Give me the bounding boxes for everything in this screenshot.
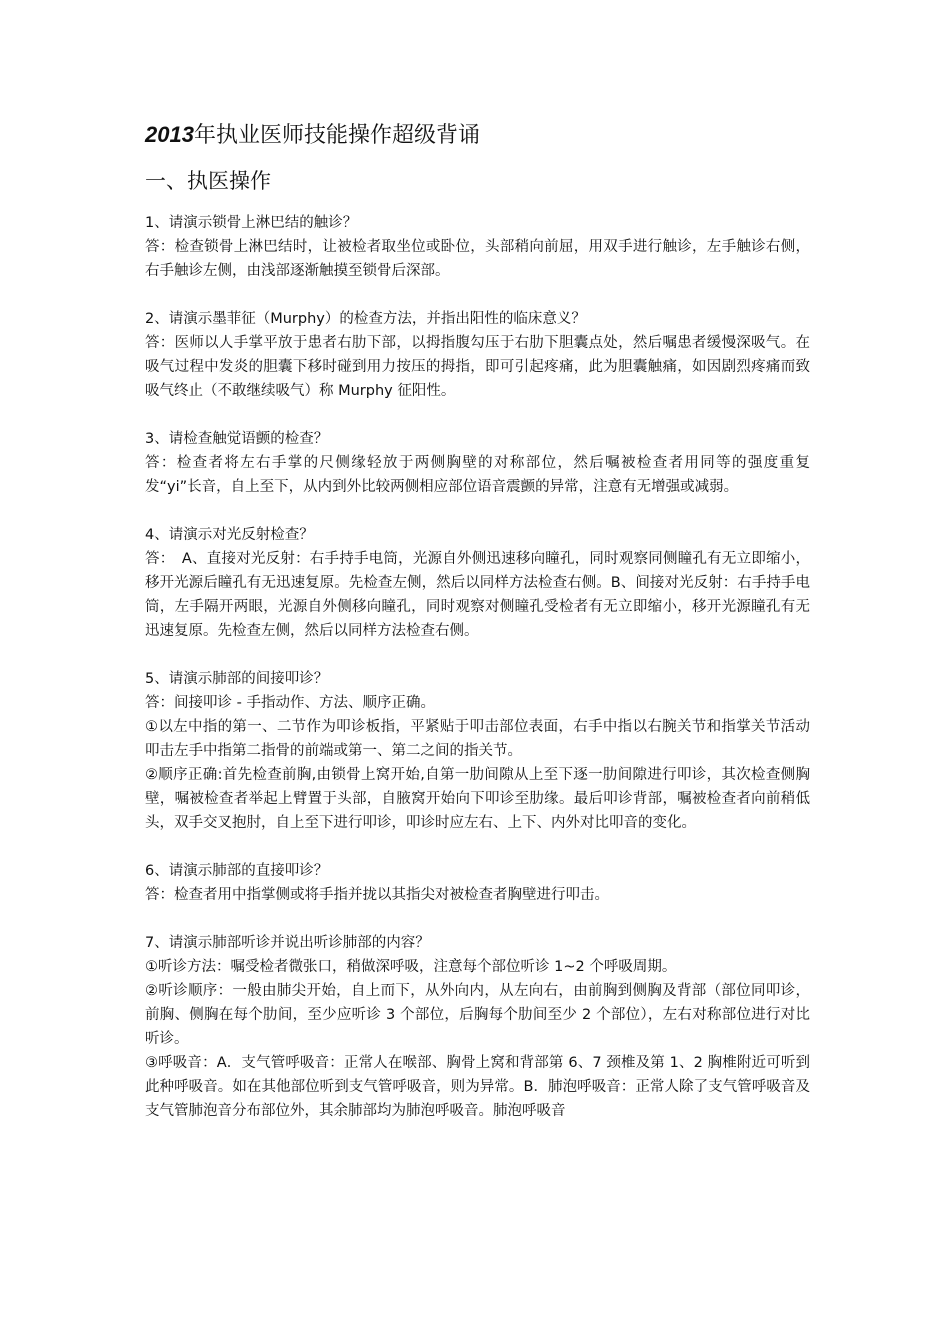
- answer-text: 答：间接叩诊 - 手指动作、方法、顺序正确。: [145, 695, 435, 711]
- question-text: 5、请演示肺部的间接叩诊？: [145, 671, 329, 687]
- question-text: 1、请演示锁骨上淋巴结的触诊？: [145, 215, 358, 231]
- question-text: 3、请检查触觉语颤的检查？: [145, 431, 329, 447]
- answer-text: ③呼吸音：A．支气管呼吸音：正常人在喉部、胸骨上窝和背部第 6、7 颈椎及第 1、2 胸椎附近可听到此种呼吸音。如在其他部位听到支气管呼吸音，则为异常。B．肺泡呼吸音：正常人除了支气管呼吸音及支气管肺泡音分布部位外，其余肺部均为肺泡呼吸音。肺泡呼吸音: [145, 1055, 810, 1119]
- document-page: [145, 118, 810, 1147]
- answer-text: 答：检查锁骨上淋巴结时，让被检者取坐位或卧位，头部稍向前屈，用双手进行触诊，左手触诊右侧，右手触诊左侧，由浅部逐渐触摸至锁骨后深部。: [145, 239, 810, 279]
- qa-item: [145, 307, 810, 403]
- qa-item: [145, 667, 810, 835]
- qa-item: [145, 211, 810, 283]
- question-text: 7、请演示肺部听诊并说出听诊肺部的内容？: [145, 935, 430, 951]
- qa-list: [145, 211, 810, 1123]
- qa-item: [145, 859, 810, 907]
- question-text: 4、请演示对光反射检查？: [145, 527, 314, 543]
- answer-text: ②顺序正确:首先检查前胸,由锁骨上窝开始,自第一肋间隙从上至下逐一肋间隙进行叩诊，其次检查侧胸壁，嘱被检查者举起上臂置于头部，自腋窝开始向下叩诊至肋缘。最后叩诊背部，嘱被检查者向前稍低头，双手交叉抱肘，自上至下进行叩诊，叩诊时应左右、上下、内外对比叩音的变化。: [145, 767, 810, 831]
- answer-text: 答： A、直接对光反射：右手持手电筒，光源自外侧迅速移向瞳孔，同时观察同侧瞳孔有无立即缩小，移开光源后瞳孔有无迅速复原。先检查左侧，然后以同样方法检查右侧。B、间接对光反射：右手持手电筒，左手隔开两眼，光源自外侧移向瞳孔，同时观察对侧瞳孔受检者有无立即缩小，移开光源瞳孔有无迅速复原。先检查左侧，然后以同样方法检查右侧。: [145, 551, 810, 639]
- qa-item: [145, 523, 810, 643]
- document-title: [145, 118, 810, 153]
- answer-text: 答：检查者用中指掌侧或将手指并拢以其指尖对被检查者胸壁进行叩击。: [145, 887, 609, 903]
- answer-text: 答：医师以人手掌平放于患者右肋下部，以拇指腹勾压于右肋下胆囊点处，然后嘱患者缓慢深吸气。在吸气过程中发炎的胆囊下移时碰到用力按压的拇指，即可引起疼痛，此为胆囊触痛，如因剧烈疼痛而致吸气终止（不敢继续吸气）称 Murphy 征阳性。: [145, 335, 810, 399]
- answer-text: 答：检查者将左右手掌的尺侧缘轻放于两侧胸壁的对称部位，然后嘱被检查者用同等的强度重复发“yi”长音，自上至下，从内到外比较两侧相应部位语音震颤的异常，注意有无增强或减弱。: [145, 455, 810, 495]
- document-title-text: 年执业医师技能操作超级背诵: [193, 123, 480, 148]
- answer-text: ①以左中指的第一、二节作为叩诊板指，平紧贴于叩击部位表面，右手中指以右腕关节和指掌关节活动叩击左手中指第二指骨的前端或第一、第二之间的指关节。: [145, 719, 810, 759]
- qa-item: [145, 427, 810, 499]
- document-title-year: 2013: [145, 122, 194, 147]
- question-text: 2、请演示墨菲征（Murphy）的检查方法，并指出阳性的临床意义？: [145, 311, 586, 327]
- question-text: 6、请演示肺部的直接叩诊？: [145, 863, 329, 879]
- answer-text: ①听诊方法：嘱受检者微张口，稍做深呼吸，注意每个部位听诊 1~2 个呼吸周期。: [145, 959, 677, 975]
- qa-item: [145, 931, 810, 1123]
- section-heading: 一、执医操作: [145, 169, 271, 193]
- answer-text: ②听诊顺序：一般由肺尖开始，自上而下，从外向内，从左向右，由前胸到侧胸及背部（部位同叩诊，前胸、侧胸在每个肋间，至少应听诊 3 个部位，后胸每个肋间至少 2 个部位），左右对称部位进行对比听诊。: [145, 983, 810, 1047]
